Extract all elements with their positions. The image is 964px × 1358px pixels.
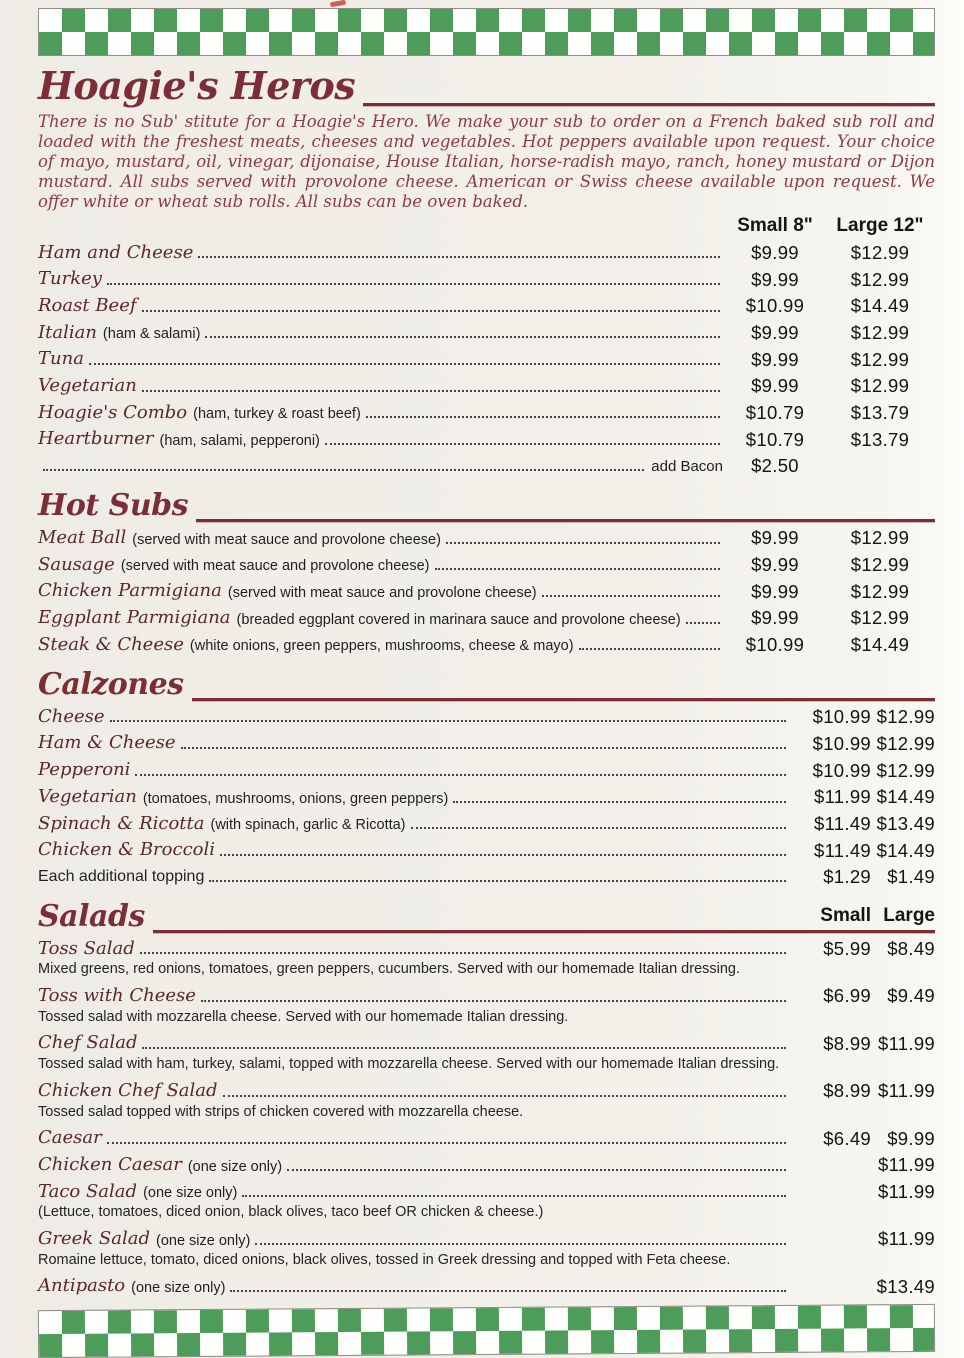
menu-item-row: [38, 1182, 935, 1203]
menu-item-row: [38, 349, 935, 370]
price-large: $14.49: [876, 786, 935, 808]
price-small: $10.99: [812, 706, 871, 728]
item-name: Spinach & Ricotta: [38, 812, 205, 834]
price-small: $9.99: [751, 375, 799, 397]
item-note: Tossed salad topped with strips of chicken covered with mozzarella cheese.: [38, 1103, 524, 1120]
section-salads: [38, 901, 935, 1297]
price-large: $12.99: [850, 527, 910, 549]
section-title: Salads: [38, 899, 145, 935]
section-rule-area: [188, 519, 935, 522]
dotted-leader: [107, 283, 720, 285]
menu-item-row: [38, 939, 935, 960]
dotted-leader: [542, 595, 720, 597]
item-suffix: add Bacon: [651, 458, 723, 476]
dotted-leader: [89, 363, 720, 365]
menu-item-row: [38, 323, 935, 344]
menu-item-row: [38, 707, 935, 728]
price-large: $11.99: [877, 1032, 935, 1054]
section-calzones: [38, 669, 935, 887]
price-large: $12.99: [850, 375, 910, 397]
price-small: $1.29: [823, 865, 871, 887]
section-intro: There is no Sub' stitute for a Hoagie's Hero. We make your sub to order on a French baked sub roll and loaded with the freshest meats, cheeses and vegetables. Hot peppers available upon request. Your choice of mayo, mustard, oil, vinegar, dijonaise, House Italian, horse-radish mayo, ranch, honey mustard or Dijon mustard. All subs served with provolone cheese. American or Swiss cheese available upon request. We offer white or wheat sub rolls. All subs can be oven baked.: [38, 111, 935, 212]
price-small: $10.99: [745, 295, 805, 317]
dotted-leader: [142, 390, 720, 392]
price-large: $12.99: [850, 348, 910, 370]
menu-item-row: [38, 456, 935, 476]
section-items: [38, 939, 935, 1297]
item-name: Sausage: [38, 553, 115, 575]
price-small: $6.99: [823, 985, 871, 1007]
dotted-leader: [366, 416, 720, 418]
price-large: $12.99: [850, 580, 910, 602]
item-name: Ham & Cheese: [38, 732, 176, 754]
menu-item-row: [38, 528, 935, 549]
menu-item-row: [38, 840, 935, 861]
item-name: Roast Beef: [38, 294, 137, 316]
price-large: $14.49: [850, 295, 910, 317]
item-note: Mixed greens, red onions, tomatoes, green peppers, cucumbers. Served with our homemade Italian dressing.: [38, 961, 741, 978]
price-small: $10.99: [812, 732, 871, 754]
item-name: Caesar: [38, 1127, 102, 1149]
item-description: (served with meat sauce and provolone cheese): [120, 558, 430, 575]
item-note: Romaine lettuce, tomato, diced onions, black olives, tossed in Greek dressing and topped with Feta cheese.: [38, 1251, 731, 1268]
menu-item-row: [38, 867, 935, 887]
menu-item-row: [38, 555, 935, 576]
price-large: $9.99: [887, 1127, 935, 1149]
dotted-leader: [110, 720, 786, 722]
item-description: (with spinach, garlic & Ricotta): [210, 817, 406, 834]
price-small: $9.99: [751, 607, 799, 629]
section-header: [38, 669, 935, 701]
item-note: Tossed salad with mozzarella cheese. Served with our homemade Italian dressing.: [38, 1008, 569, 1025]
section-items: [38, 243, 935, 477]
price-small: $10.99: [812, 759, 871, 781]
item-note: (Lettuce, tomatoes, diced onion, black olives, taco beef OR chicken & cheese.): [38, 1204, 544, 1221]
item-name: Vegetarian: [38, 374, 137, 396]
price-small: $9.99: [751, 348, 799, 370]
section-rule: [192, 698, 935, 701]
dotted-leader: [287, 1169, 786, 1171]
menu-item-row: [38, 296, 935, 317]
price-small: $5.99: [823, 938, 871, 960]
dotted-leader: [411, 827, 786, 829]
item-description: (one size only): [131, 1279, 226, 1296]
item-name: Cheese: [38, 705, 105, 727]
item-name: Chicken Chef Salad: [38, 1079, 218, 1101]
item-name: Tuna: [38, 348, 84, 370]
large-column-header: Large 12": [836, 214, 924, 236]
price-large: $12.99: [850, 553, 910, 575]
dotted-leader: [205, 336, 720, 338]
item-name: Eggplant Parmigiana: [38, 606, 231, 628]
price-small: $9.99: [751, 241, 799, 263]
dotted-leader: [579, 648, 720, 650]
item-name: Turkey: [38, 268, 102, 290]
item-name: Toss Salad: [38, 937, 135, 959]
price-large: $14.49: [876, 839, 935, 861]
item-description: (breaded eggplant covered in marinara sauce and provolone cheese): [236, 611, 681, 628]
price-large: $11.99: [877, 1180, 935, 1202]
item-name: Chicken Caesar: [38, 1153, 182, 1175]
item-description: (one size only): [156, 1232, 251, 1249]
item-name: Meat Ball: [38, 526, 127, 548]
price-large: $12.99: [850, 607, 910, 629]
checkered-border-bottom: [38, 1304, 935, 1358]
item-name: Each additional topping: [38, 867, 205, 885]
dotted-leader: [686, 622, 720, 624]
menu-item-row: [38, 1128, 935, 1149]
section-rule: [196, 519, 935, 522]
large-column-header: Large: [883, 904, 935, 926]
item-name: Toss with Cheese: [38, 985, 196, 1007]
price-small: $2.50: [751, 455, 799, 477]
dotted-leader: [107, 1142, 786, 1144]
price-small: $11.49: [813, 839, 871, 861]
price-small: $8.99: [823, 1080, 871, 1102]
price-large: $13.49: [876, 1275, 935, 1297]
price-small: $10.79: [745, 401, 805, 423]
dotted-leader: [43, 469, 644, 471]
dotted-leader: [135, 774, 786, 776]
price-large: $12.99: [850, 241, 910, 263]
dotted-leader: [140, 952, 786, 954]
dotted-leader: [142, 1047, 786, 1049]
price-small: $9.99: [751, 580, 799, 602]
dotted-leader: [230, 1290, 786, 1292]
dotted-leader: [209, 880, 786, 882]
dotted-leader: [198, 256, 720, 258]
price-column-headers: [38, 215, 935, 237]
price-large: $12.99: [850, 268, 910, 290]
price-large: $11.99: [877, 1080, 935, 1102]
scan-artifact: [330, 0, 347, 7]
price-small: $6.49: [823, 1127, 871, 1149]
menu-item-row: [38, 635, 935, 656]
price-small: $9.99: [751, 553, 799, 575]
section-header: [38, 63, 935, 108]
item-name: Steak & Cheese: [38, 633, 184, 655]
price-large: $11.99: [877, 1154, 935, 1176]
item-name: Heartburner: [38, 428, 154, 450]
section-rule-area: [145, 905, 935, 933]
menu-item-row: [38, 1033, 935, 1054]
item-name: Antipasto: [38, 1275, 126, 1297]
price-small: $9.99: [751, 527, 799, 549]
dotted-leader: [181, 747, 786, 749]
checkered-border-top: [38, 8, 935, 56]
menu-item-row: [38, 986, 935, 1007]
section-title: Hoagie's Heros: [38, 63, 356, 108]
dotted-leader: [435, 568, 720, 570]
menu-item-row: [38, 787, 935, 808]
price-large: $1.49: [887, 865, 935, 887]
dotted-leader: [201, 1000, 786, 1002]
price-large: $11.99: [877, 1228, 935, 1250]
menu-item-row: [38, 429, 935, 450]
dotted-leader: [453, 801, 786, 803]
section-rule-area: [184, 698, 935, 701]
item-name: Pepperoni: [38, 759, 131, 781]
menu-item-row: [38, 581, 935, 602]
menu-item-row: [38, 608, 935, 629]
item-description: (tomatoes, mushrooms, onions, green peppers): [142, 790, 449, 807]
menu-item-row: [38, 814, 935, 835]
menu-sections: [38, 63, 935, 1297]
menu-item-row: [38, 1276, 935, 1297]
price-small: $9.99: [751, 268, 799, 290]
item-note: Tossed salad with ham, turkey, salami, topped with mozzarella cheese. Served with our homemade Italian dressing.: [38, 1056, 780, 1073]
item-description: (ham & salami): [102, 326, 201, 343]
dotted-leader: [255, 1243, 786, 1245]
price-large: $8.49: [887, 938, 935, 960]
item-description: (served with meat sauce and provolone cheese): [227, 584, 537, 601]
menu-item-row: [38, 1081, 935, 1102]
section-header: [38, 901, 935, 933]
section-rule: [363, 103, 935, 106]
menu-item-row: [38, 403, 935, 424]
dotted-leader: [223, 1095, 786, 1097]
section-title: Hot Subs: [38, 488, 188, 524]
dotted-leader: [142, 310, 720, 312]
price-large: $12.99: [876, 759, 935, 781]
price-small: $8.99: [823, 1032, 871, 1054]
section-items: [38, 707, 935, 887]
item-name: Greek Salad: [38, 1227, 150, 1249]
item-description: (white onions, green peppers, mushrooms, cheese & mayo): [189, 638, 574, 655]
price-large: $13.49: [876, 812, 935, 834]
price-large: $13.79: [850, 428, 910, 450]
small-column-header: Small 8": [737, 214, 813, 236]
menu-content: [38, 63, 935, 1297]
menu-item-row: [38, 1229, 935, 1250]
dotted-leader: [446, 542, 720, 544]
item-name: Ham and Cheese: [38, 241, 194, 263]
item-description: (ham, salami, pepperoni): [159, 433, 320, 450]
section-header: [38, 490, 935, 522]
menu-item-row: [38, 269, 935, 290]
dotted-leader: [220, 854, 786, 856]
menu-item-row: [38, 1155, 935, 1176]
item-name: Italian: [38, 321, 97, 343]
price-small: $10.99: [745, 633, 805, 655]
item-name: Chef Salad: [38, 1032, 138, 1054]
item-description: (served with meat sauce and provolone cheese): [132, 531, 441, 548]
menu-item-row: [38, 243, 935, 264]
item-name: Hoagie's Combo: [38, 401, 188, 423]
price-large: $9.49: [887, 985, 935, 1007]
price-large: $12.99: [876, 706, 935, 728]
section-rule-area: [355, 103, 935, 106]
section-rule: [153, 930, 935, 933]
price-large: $12.99: [876, 732, 935, 754]
menu-item-row: [38, 733, 935, 754]
section-hot-subs: [38, 490, 935, 655]
item-description: (one size only): [187, 1158, 283, 1175]
item-name: Vegetarian: [38, 785, 137, 807]
menu-item-row: [38, 760, 935, 781]
section-hoagies-heros: [38, 63, 935, 477]
price-small: $11.99: [813, 786, 871, 808]
price-large: $13.79: [850, 401, 910, 423]
price-large: $14.49: [850, 633, 910, 655]
item-name: Chicken & Broccoli: [38, 839, 216, 861]
menu-item-row: [38, 376, 935, 397]
section-items: [38, 528, 935, 655]
item-name: Taco Salad: [38, 1180, 138, 1202]
section-title: Calzones: [38, 667, 184, 703]
small-column-header: Small: [820, 904, 871, 926]
price-small: $11.49: [813, 812, 871, 834]
dotted-leader: [325, 443, 720, 445]
dotted-leader: [242, 1195, 786, 1197]
price-column-headers: [145, 905, 935, 930]
item-name: Chicken Parmigiana: [38, 580, 222, 602]
price-large: $12.99: [850, 321, 910, 343]
item-description: (one size only): [143, 1185, 238, 1202]
item-description: (ham, turkey & roast beef): [193, 406, 361, 423]
price-small: $10.79: [745, 428, 805, 450]
price-small: $9.99: [751, 321, 799, 343]
